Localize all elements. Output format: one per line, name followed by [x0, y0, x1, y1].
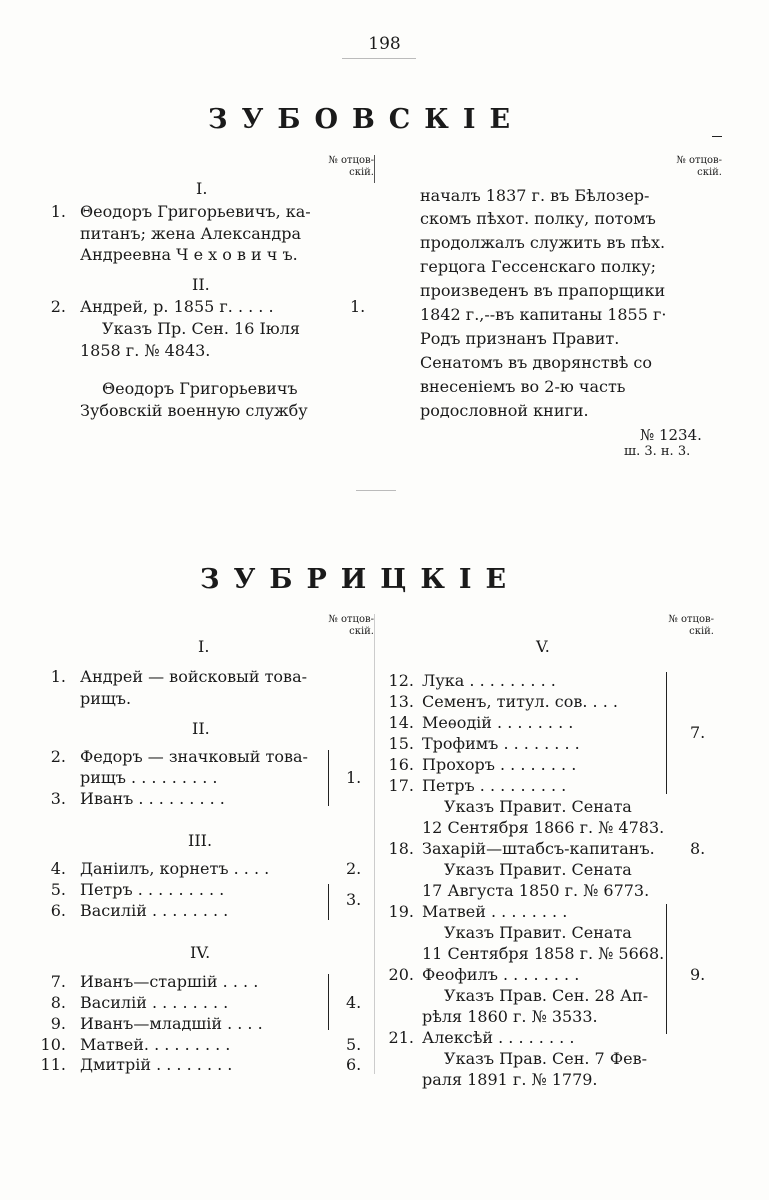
- father-col-header-right: № отцов- скій.: [668, 614, 714, 637]
- roman-numeral: IV.: [190, 943, 211, 962]
- entry-number: 13.: [388, 692, 414, 711]
- father-number: 3.: [346, 890, 362, 909]
- entry-line: Андрей, р. 1855 г. . . . .: [80, 297, 274, 316]
- entry-text: Иванъ—младшій . . . .: [80, 1014, 263, 1033]
- entry-number: 14.: [388, 713, 414, 732]
- entry-text: Меѳодій . . . . . . . .: [422, 713, 574, 732]
- bio-line: Родъ признанъ Правит.: [420, 329, 620, 348]
- father-number: 7.: [690, 723, 706, 742]
- bio-line: внесеніемъ во 2-ю часть: [420, 377, 626, 396]
- entry-text: Матвей. . . . . . . . .: [80, 1035, 231, 1054]
- entry-text: Дмитрій . . . . . . . .: [80, 1055, 233, 1074]
- entry-number: 15.: [388, 734, 414, 753]
- shelf-mark: ш. 3. н. 3.: [624, 444, 691, 459]
- section-title-zubritskie: ЗУБРИЦКІЕ: [200, 564, 521, 595]
- entry-text: Трофимъ . . . . . . . .: [422, 734, 580, 753]
- entry-number: 8.: [50, 993, 66, 1012]
- file-number: № 1234.: [640, 426, 702, 444]
- entry-text: Федоръ — значковый това-: [80, 747, 308, 766]
- brace: [328, 884, 329, 920]
- bio-line: родословной книги.: [420, 401, 589, 420]
- column-divider: [374, 614, 375, 1074]
- margin-mark: [712, 136, 722, 137]
- decree-line: Указъ Правит. Сената: [444, 797, 632, 816]
- father-number: 1.: [346, 768, 362, 787]
- father-number: 2.: [346, 859, 362, 878]
- entry-number: 17.: [388, 776, 414, 795]
- entry-number: 9.: [50, 1014, 66, 1033]
- bio-line: герцога Гессенскаго полку;: [420, 257, 657, 276]
- entry-number: 3.: [50, 789, 66, 808]
- roman-numeral: II.: [192, 275, 210, 294]
- entry-text: Андрей — войсковый това-: [80, 667, 308, 686]
- page-number: 198: [368, 34, 401, 54]
- entry-text: Захарій—штабсъ-капитанъ.: [422, 839, 655, 858]
- bio-line: Θеодоръ Григорьевичъ: [102, 379, 298, 398]
- roman-numeral: II.: [192, 719, 210, 738]
- entry-number: 1.: [50, 667, 66, 686]
- entry-text: рищъ.: [80, 689, 132, 708]
- decree-line: Указъ Правит. Сената: [444, 860, 632, 879]
- entry-number: 2.: [50, 297, 66, 316]
- brace: [328, 974, 329, 1030]
- entry-line: питанъ; жена Александра: [80, 224, 302, 243]
- decree-line: 17 Августа 1850 г. № 6773.: [422, 881, 650, 900]
- entry-text: рищъ . . . . . . . . .: [80, 768, 218, 787]
- entry-number: 10.: [40, 1035, 66, 1054]
- bio-line: Сенатомъ въ дворянствѣ со: [420, 353, 653, 372]
- entry-number: 19.: [388, 902, 414, 921]
- roman-numeral: V.: [536, 637, 550, 656]
- decree-line: Указъ Прав. Сен. 28 Ап-: [444, 986, 649, 1005]
- entry-number: 2.: [50, 747, 66, 766]
- father-col-header-left: № отцов- скій.: [328, 155, 374, 178]
- roman-numeral: I.: [196, 179, 208, 198]
- entry-line: 1858 г. № 4843.: [80, 341, 211, 360]
- father-number: 8.: [690, 839, 706, 858]
- entry-text: Василій . . . . . . . .: [80, 901, 229, 920]
- bio-line: 1842 г.,--въ капитаны 1855 г·: [420, 305, 667, 324]
- decree-line: рѣля 1860 г. № 3533.: [422, 1007, 598, 1026]
- entry-number: 5.: [50, 880, 66, 899]
- entry-line: Указъ Пр. Сен. 16 Іюля: [102, 319, 300, 338]
- section-title-zubovskie: ЗУБОВСКІЕ: [208, 104, 525, 135]
- entry-number: 16.: [388, 755, 414, 774]
- entry-number: 20.: [388, 965, 414, 984]
- bio-line: скомъ пѣхот. полку, потомъ: [420, 209, 656, 228]
- father-number: 4.: [346, 993, 362, 1012]
- bio-line: произведенъ въ прапорщики: [420, 281, 666, 300]
- entry-number: 11.: [40, 1055, 66, 1074]
- entry-text: Даніилъ, корнетъ . . . .: [80, 859, 270, 878]
- section-rule: [356, 490, 396, 491]
- entry-text: Иванъ . . . . . . . . .: [80, 789, 225, 808]
- father-number: 9.: [690, 965, 706, 984]
- father-number: 5.: [346, 1035, 362, 1054]
- entry-line: Андреевна Ч е х о в и ч ъ.: [80, 245, 298, 264]
- bio-line: Зубовскій военную службу: [80, 401, 308, 420]
- decree-line: 11 Сентября 1858 г. № 5668.: [422, 944, 665, 963]
- brace: [666, 672, 667, 794]
- brace: [328, 750, 329, 806]
- decree-line: Указъ Правит. Сената: [444, 923, 632, 942]
- entry-text: Алексѣй . . . . . . . .: [422, 1028, 575, 1047]
- entry-text: Петръ . . . . . . . . .: [422, 776, 567, 795]
- decree-line: раля 1891 г. № 1779.: [422, 1070, 598, 1089]
- brace: [666, 904, 667, 1034]
- entry-text: Семенъ, титул. сов. . . .: [422, 692, 618, 711]
- entry-number: 21.: [388, 1028, 414, 1047]
- entry-text: Лука . . . . . . . . .: [422, 671, 556, 690]
- entry-number: 18.: [388, 839, 414, 858]
- page-number-rule: [342, 58, 416, 59]
- roman-numeral: III.: [188, 831, 213, 850]
- entry-text: Петръ . . . . . . . . .: [80, 880, 225, 899]
- entry-text: Василій . . . . . . . .: [80, 993, 229, 1012]
- entry-number: 6.: [50, 901, 66, 920]
- bio-line: продолжалъ служить въ пѣх.: [420, 233, 666, 252]
- father-number: 1.: [350, 297, 366, 316]
- entry-number: 7.: [50, 972, 66, 991]
- entry-text: Матвей . . . . . . . .: [422, 902, 568, 921]
- entry-number: 1.: [50, 202, 66, 221]
- entry-number: 12.: [388, 671, 414, 690]
- decree-line: 12 Сентября 1866 г. № 4783.: [422, 818, 665, 837]
- roman-numeral: I.: [198, 637, 210, 656]
- entry-text: Феофилъ . . . . . . . .: [422, 965, 580, 984]
- bio-line: началъ 1837 г. въ Бѣлозер-: [420, 186, 650, 205]
- decree-line: Указъ Прав. Сен. 7 Фев-: [444, 1049, 647, 1068]
- entry-line: Θеодоръ Григорьевичъ, ка-: [80, 202, 311, 221]
- father-col-header-right: № отцов- скій.: [676, 155, 722, 178]
- entry-number: 4.: [50, 859, 66, 878]
- entry-text: Иванъ—старшій . . . .: [80, 972, 259, 991]
- father-col-header-left: № отцов- скій.: [328, 614, 374, 637]
- column-divider-top: [374, 155, 375, 183]
- entry-text: Прохоръ . . . . . . . .: [422, 755, 577, 774]
- father-number: 6.: [346, 1055, 362, 1074]
